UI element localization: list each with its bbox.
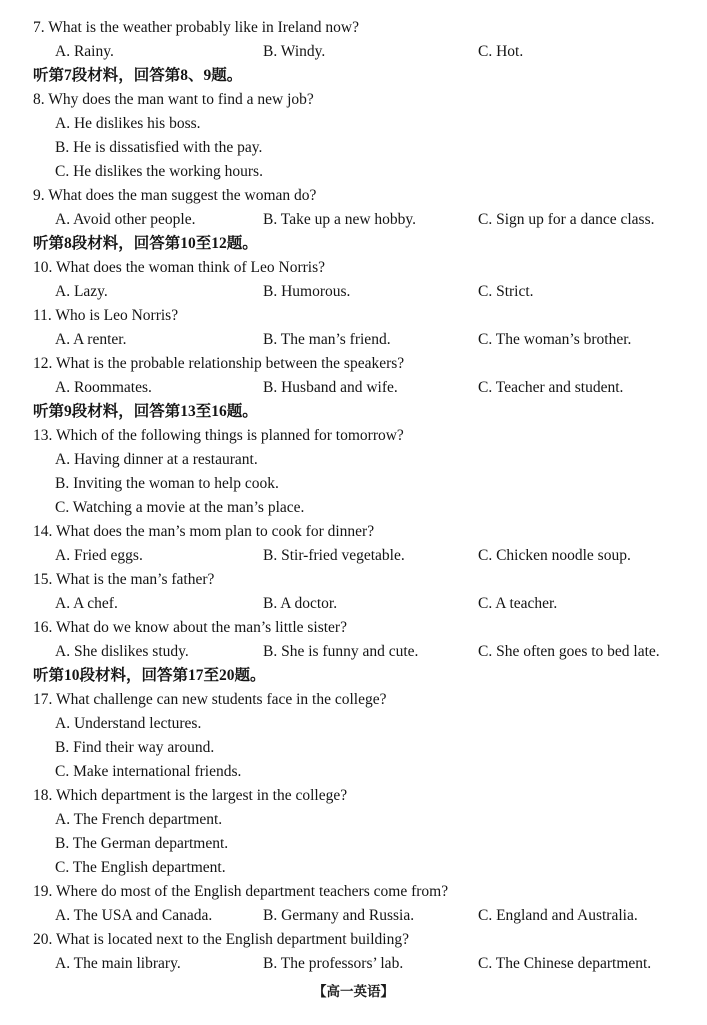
question-text: Why does the man want to find a new job? [48,91,314,108]
options-row [55,376,691,400]
question-stem [33,304,691,328]
option-b: B. The German department. [55,835,229,852]
option-c: C. Teacher and student. [478,379,624,396]
question-stem [33,88,691,112]
options-row [55,208,691,232]
question-number: 11. [33,307,52,324]
question-number: 8. [33,91,45,108]
section-header: 听第10段材料，回答第17至20题。 [33,667,266,684]
option-b: B. A doctor. [263,595,338,612]
option-c: C. She often goes to bed late. [478,643,660,660]
question-stem [33,184,691,208]
question-number: 18. [33,787,53,804]
question-7 [33,16,691,64]
option-a: A. Having dinner at a restaurant. [55,451,258,468]
question-number: 15. [33,571,53,588]
option-a: A. She dislikes study. [55,643,189,660]
question-stem [33,880,691,904]
question-11 [33,304,691,352]
option-c: C. Watching a movie at the man’s place. [55,499,305,516]
option-c: C. The English department. [55,859,226,876]
question-19 [33,880,691,928]
options-row [55,592,691,616]
option-a: A. Rainy. [55,43,114,60]
option-c: C. The woman’s brother. [478,331,632,348]
option-c: C. Sign up for a dance class. [478,211,655,228]
option-a: A. The French department. [55,811,223,828]
page-footer [0,983,707,1001]
question-text: Where do most of the English department teachers come from? [55,883,449,900]
option-b: B. The professors’ lab. [263,955,404,972]
question-list [0,16,707,976]
option-b: B. Take up a new hobby. [263,211,417,228]
question-18 [33,784,691,880]
option-b: B. The man’s friend. [263,331,391,348]
options-row [55,904,691,928]
question-number: 7. [33,19,45,36]
option-c: C. He dislikes the working hours. [55,163,263,180]
question-number: 16. [33,619,53,636]
options-row [55,640,691,664]
question-13 [33,424,691,520]
option-a: A. The USA and Canada. [55,907,213,924]
question-20 [33,928,691,976]
option-b: B. Germany and Russia. [263,907,415,924]
option-a: A. A renter. [55,331,127,348]
question-stem [33,256,691,280]
question-stem [33,784,691,808]
question-number: 20. [33,931,53,948]
question-stem [33,352,691,376]
option-c: C. Make international friends. [55,763,242,780]
options-row [55,40,691,64]
option-b: B. He is dissatisfied with the pay. [55,139,263,156]
question-number: 19. [33,883,53,900]
question-number: 9. [33,187,45,204]
option-a: A. Roommates. [55,379,152,396]
question-stem [33,928,691,952]
option-a: A. He dislikes his boss. [55,115,201,132]
option-b: B. Windy. [263,43,326,60]
option-a: A. Lazy. [55,283,108,300]
question-number: 14. [33,523,53,540]
section-header: 听第8段材料，回答第10至12题。 [33,235,258,252]
option-a: A. A chef. [55,595,118,612]
question-17 [33,688,691,784]
question-number: 13. [33,427,53,444]
options-row [55,328,691,352]
question-15 [33,568,691,616]
option-c: C. A teacher. [478,595,558,612]
question-number: 10. [33,259,53,276]
question-16 [33,616,691,664]
question-9 [33,184,691,232]
question-text: What does the man suggest the woman do? [48,187,317,204]
question-10 [33,256,691,304]
question-stem [33,16,691,40]
option-b: B. She is funny and cute. [263,643,419,660]
options-row [55,280,691,304]
question-stem [33,568,691,592]
question-text: What does the man’s mom plan to cook for dinner? [55,523,375,540]
question-text: Which of the following things is planned for tomorrow? [55,427,404,444]
option-c: C. England and Australia. [478,907,638,924]
options-row [55,544,691,568]
question-text: Which department is the largest in the college? [55,787,348,804]
option-b: B. Find their way around. [55,739,215,756]
question-stem [33,520,691,544]
option-c: C. Chicken noodle soup. [478,547,631,564]
option-a: A. Fried eggs. [55,547,143,564]
option-a: A. The main library. [55,955,181,972]
question-text: What is the probable relationship between the speakers? [55,355,405,372]
option-c: C. Hot. [478,43,524,60]
option-b: B. Stir-fried vegetable. [263,547,405,564]
question-8 [33,88,691,184]
question-14 [33,520,691,568]
question-number: 12. [33,355,53,372]
option-b: B. Inviting the woman to help cook. [55,475,279,492]
question-stem [33,616,691,640]
question-stem [33,424,691,448]
question-stem [33,688,691,712]
question-12 [33,352,691,400]
question-text: What is the weather probably like in Ireland now? [48,19,359,36]
option-b: B. Humorous. [263,283,351,300]
option-a: A. Avoid other people. [55,211,196,228]
option-b: B. Husband and wife. [263,379,398,396]
question-text: What do we know about the man’s little sister? [55,619,347,636]
section-header: 听第7段材料，回答第8、9题。 [33,67,243,84]
question-text: What challenge can new students face in the college? [55,691,387,708]
option-c: C. The Chinese department. [478,955,652,972]
question-number: 17. [33,691,53,708]
footer-label: 【高一英语】 [313,984,394,999]
question-text: What is located next to the English department building? [55,931,409,948]
option-a: A. Understand lectures. [55,715,202,732]
question-text: What is the man’s father? [55,571,215,588]
question-text: What does the woman think of Leo Norris? [55,259,326,276]
options-row [55,952,691,976]
section-header: 听第9段材料，回答第13至16题。 [33,403,258,420]
option-c: C. Strict. [478,283,534,300]
question-text: Who is Leo Norris? [55,307,179,324]
